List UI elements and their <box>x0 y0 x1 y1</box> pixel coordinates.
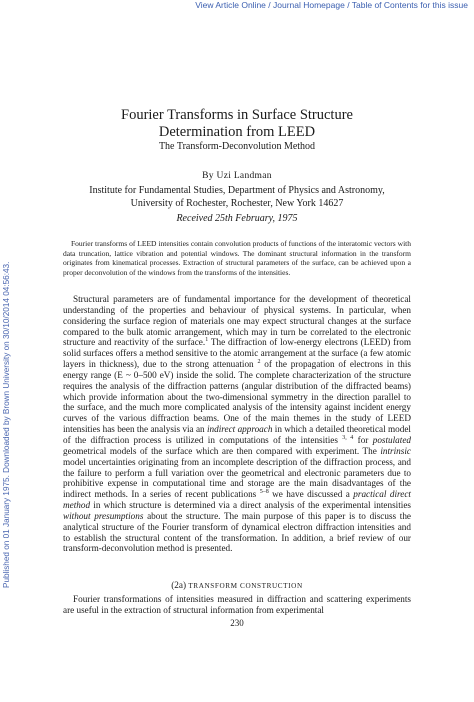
section-title: TRANSFORM CONSTRUCTION <box>188 582 303 590</box>
body-text-span: geometrical models of the surface which are then compared with experiment. The <box>63 445 381 456</box>
emphasis-text: postulated <box>372 434 411 445</box>
view-article-online-link[interactable]: View Article Online <box>195 0 266 10</box>
affiliation-line-2: University of Rochester, Rochester, New York 14627 <box>130 198 344 209</box>
journal-homepage-link[interactable]: Journal Homepage <box>273 0 345 10</box>
abstract: Fourier transforms of LEED intensities contain convolution products of functions of the interatomic vectors with data truncation, lattice vibration and potential windows. The dominant structural information in the transform originates from kinematical processes. Extraction of structural parameters of the surface, can be achieved upon a proper deconvolution of the windows from the transforms of the intensities. <box>63 239 411 277</box>
reference-superscript: 3, 4 <box>342 434 354 441</box>
received-date: Received 25th February, 1975 <box>176 213 298 224</box>
article-title-line-2: Determination from LEED <box>158 124 316 140</box>
body-text-span: in which structure is determined via a direct analysis of the experimental intensities <box>90 500 411 511</box>
download-watermark-text: Published on 01 January 1975. Downloaded by Brown University on 30/10/2014 04:56:43. <box>2 261 11 588</box>
article-title <box>60 107 414 141</box>
article-title-line-1: Fourier Transforms in Surface Structure <box>121 107 353 123</box>
article-subtitle: The Transform-Deconvolution Method <box>158 141 316 152</box>
page-number: 230 <box>230 618 244 628</box>
body-text-span: model uncertainties originating from an incomplete description of the diffraction process, and the failure to perform a full variation over the geometrical and electronic parameters due to prohibitive expense in computational time and storage are the main disadvantages of the indirect methods. In a series of recent publications <box>63 456 411 500</box>
body-text-span: about the structure. The main purpose of this paper is to discuss the analytical structure of the Fourier transform of dynamical electron diffraction intensities and to establish the structural content of the transformation. In addition, a brief review of our transform-deconvolution method is presented. <box>63 510 411 554</box>
emphasis-text: without presumptions <box>63 510 144 521</box>
affiliation-line-1: Institute for Fundamental Studies, Department of Physics and Astronomy, <box>89 185 385 196</box>
section-paragraph: Fourier transformations of intensities measured in diffraction and scattering experiments are useful in the extraction of structural information from experimental <box>63 594 411 615</box>
body-text-span: of the propagation of electrons in this energy range (E ~ 0–500 eV) inside the solid. The complete characterization of the structure requires the analysis of the diffraction patterns (angular distribution of the diffracted beams) which provide information about the two-dimensional symmetry in the direction parallel to the surface, and the much more complicated analysis of the intensity against incident energy curves of the various diffraction beams. One of the main themes in the study of LEED intensities has been the analysis via an <box>63 359 412 435</box>
author-affiliation <box>40 184 434 210</box>
reference-superscript: 5–8 <box>259 489 269 496</box>
emphasis-text: intrinsic <box>380 445 411 456</box>
reference-superscript: 1 <box>205 337 209 344</box>
table-of-contents-link[interactable]: Table of Contents for this issue <box>351 0 468 10</box>
body-text-span: we have discussed a <box>268 489 354 500</box>
body-text-span: The diffraction of low-energy electrons (LEED) from solid surfaces offers a method sensitive to the atomic arrangement at the surface (a few atomic layers in thickness), due to the strong attenuation <box>63 337 411 370</box>
reference-superscript: 2 <box>257 359 261 365</box>
section-heading <box>60 580 414 592</box>
topbar-separator: / <box>344 0 352 10</box>
top-link-bar <box>0 0 474 13</box>
body-text-span: Structural parameters are of fundamental importance for the development of theoretical understanding of the properties and behaviour of physical systems. In particular, when considering the surface region of materials one may expect structural changes at the surface compared to the bulk atomic arrangement, which may in turn be correlated to the electronic structure and reactivity of the surface. <box>63 294 411 348</box>
emphasis-text: indirect approach <box>206 424 273 435</box>
emphasis-text: practical direct method <box>63 489 411 511</box>
topbar-separator: / <box>265 0 273 10</box>
body-text-span: in which a detailed theoretical model of the diffraction process is utilized in computations of the intensities <box>63 424 411 445</box>
download-watermark <box>1 118 12 588</box>
body-text-span: for <box>353 434 373 445</box>
section-number: (2a) <box>171 580 187 590</box>
introduction-paragraph <box>63 294 411 554</box>
author-byline: By Uzi Landman <box>202 171 272 181</box>
